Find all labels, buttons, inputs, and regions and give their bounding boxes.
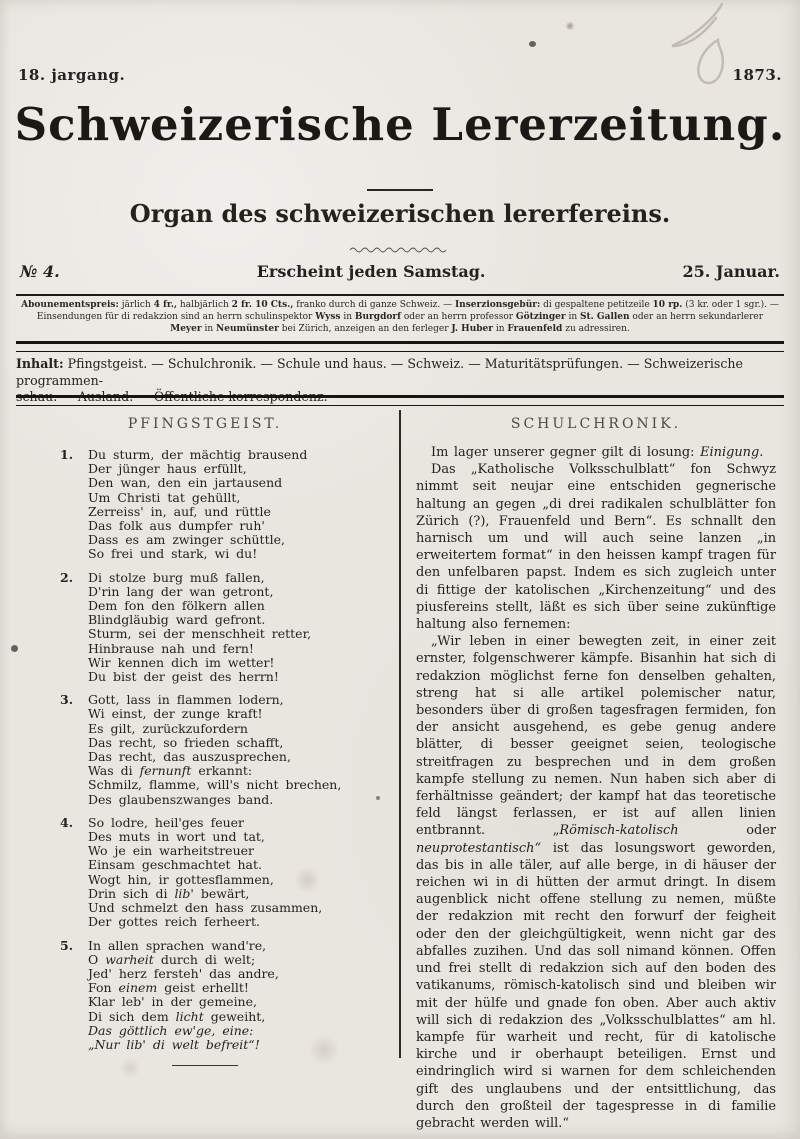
text-segment: Was di (88, 763, 140, 779)
newspaper-title: Schweizerische Lererzeitung. (14, 98, 786, 151)
poem-line (88, 1038, 384, 1052)
text-segment: Abounementspreis: (21, 300, 119, 310)
poem-stanza (60, 447, 384, 562)
article-paragraph (416, 633, 776, 1132)
text-segment: Der gottes reich ferheert. (88, 914, 260, 930)
text-segment: Jed' herz fersteh' das andre, (88, 965, 279, 981)
text-segment: geist erhellt! (157, 980, 249, 996)
text-segment: Einsendungen für di redakzion sind an herrn schulinspektor (36, 311, 316, 322)
text-segment: Neumünster (216, 323, 279, 334)
text-segment: 10 rp. (652, 300, 683, 310)
text-segment: schau. — Ausland. — Öffentliche korrespondenz. (16, 389, 328, 404)
poem-line (88, 953, 384, 967)
subscription-note-line (10, 312, 790, 324)
text-segment: Römisch-katolisch (559, 823, 679, 839)
text-segment: erkannt: (191, 763, 253, 779)
text-segment: Klar leb' in der gemeine, (88, 994, 257, 1010)
text-segment: Inserzionsgebür: (454, 300, 541, 310)
poem-line (88, 722, 384, 736)
poem-line (88, 981, 384, 995)
text-segment: Das recht, das auszusprechen, (88, 749, 291, 765)
poem-line (88, 693, 384, 707)
text-segment: bewärt, (193, 885, 250, 901)
stanza-lines (88, 693, 384, 807)
text-segment: geweiht, (203, 1008, 266, 1024)
text-segment: Das recht, so frieden schafft, (88, 734, 284, 750)
text-segment: oder an herrn professor (401, 311, 516, 322)
left-column (26, 410, 384, 1066)
subscription-note-line (10, 324, 790, 336)
text-segment: Pfingstgeist. — Schulchronik. — Schule und haus. — Schweiz. — Maturitätsprüfungen. — Schweizerische programmen- (16, 356, 743, 388)
poem-line (88, 599, 384, 613)
article-body (416, 444, 776, 1132)
text-segment: Es gilt, zurückzufordern (88, 720, 248, 736)
poem-line (88, 585, 384, 599)
text-segment: ist das losungswort geworden, das bis in alle täler, auf alle berge, in di häuser der reichen wi in di hütten der armut dringt. In disem augenblick nicht offene stellung zu nemen, müßte der redakzion mit recht den forwurf der feigheit oder den der gleichgültigkeit, wenn nicht gar des abfalles zuzihen. Und das soll nimand können. Offen und frei stellt di redakzion sich auf den boden des vatikanums, römisch-katolisch sind und bleiben wir mit der hülfe und gnade fon oben. Aber auch aktiv will sich di redakzion des „Volksschulblattes“ am hl. kampfe für warheit und recht, für di katolische kirche und ir oberhaupt beteiligen. Ernst und eindringlich wird si warnen for dem schleichenden gift des unglaubens und der entsittlichung, das durch den großteil der tagespresse in di familie gebracht werden will.“ (416, 840, 776, 1131)
stanza-lines (88, 939, 384, 1053)
text-segment: zu adressiren. (562, 323, 630, 334)
poem-end-divider (172, 1065, 238, 1066)
text-segment: So lodre, heil'ges feuer (88, 814, 245, 830)
table-of-contents-line (16, 356, 784, 389)
text-segment: Götzinger (515, 311, 566, 322)
text-segment: Du bist der geist des herrn! (88, 669, 279, 685)
poem-line (88, 858, 384, 872)
stanza-number: 1. (60, 447, 74, 462)
text-segment: in (201, 323, 217, 334)
text-segment: Einsam geschmachtet hat. (88, 857, 263, 873)
text-segment: Das göttlich ew'ge, eine: (88, 1022, 254, 1038)
column-divider (399, 410, 401, 1058)
poem-line (88, 830, 384, 844)
poem-line (88, 844, 384, 858)
text-segment: Schmilz, flamme, will's nicht brechen, (88, 777, 342, 793)
text-segment: Blindgläubig ward gefront. (88, 612, 266, 628)
poem-line (88, 707, 384, 721)
poem-line (88, 448, 384, 462)
text-segment: Frauenfeld (507, 323, 563, 334)
text-segment: Zerreiss' in, auf, und rüttle (88, 503, 271, 519)
text-segment: „Wir leben in einer bewegten zeit, in einer zeit ernster, folgenschwerer kämpfe. Bisanhin hat sich di redakzion möglichst ferne fon denselben gehalten, streng hat si alle artikel polemischer natur, besonders über di großen tagesfragen fermiden, fon der ansicht ausgehend, es gebe genug andere blätter, di besser geeignet seien, teologische streitfragen zu besprechen und in dem großen kampfe stellung zu nemen. Nun haben sich aber di ferhältnisse geändert; der kampf hat das teoretische feld längst ferlassen, er ist auf allen linien entbrannt. „ (416, 634, 776, 839)
issue-number: № 4. (20, 262, 60, 281)
text-segment: Um Christi tat gehüllt, (88, 489, 241, 505)
poem-line (88, 476, 384, 490)
poem-line (88, 613, 384, 627)
text-segment: J. Huber (451, 323, 493, 334)
text-segment: di gespaltene petitzeile (540, 300, 653, 310)
poem-stanza (60, 569, 384, 685)
text-segment: D'rin lang der wan getront, (88, 583, 274, 599)
text-segment: Im lager unserer gegner gilt di losung: (431, 445, 701, 460)
stanza-number: 4. (60, 814, 74, 830)
text-segment: Meyer (170, 323, 202, 334)
poem-line (88, 736, 384, 750)
subscription-notes (10, 300, 790, 335)
text-segment: Inhalt: (16, 356, 64, 371)
text-segment: Wyss (315, 311, 341, 322)
content-rule (16, 395, 784, 406)
text-segment: „Nur lib' di welt befreit“! (88, 1036, 260, 1052)
poem-line (88, 778, 384, 792)
text-segment: Wir kennen dich im wetter! (88, 654, 275, 670)
poem-line (88, 462, 384, 476)
article-title-pfingstgeist: PFINGSTGEIST. (127, 416, 283, 432)
text-segment: Dem fon den fölkern allen (88, 598, 265, 614)
text-segment: Drin sich di (88, 885, 175, 901)
text-segment: einem (118, 980, 158, 996)
text-segment: Du sturm, der mächtig brausend (88, 447, 308, 462)
poem-line (88, 547, 384, 561)
text-segment: warheit (105, 951, 154, 967)
stanza-number: 5. (60, 937, 74, 953)
text-segment: Und schmelzt den hass zusammen, (88, 900, 323, 916)
issue-date: 25. Januar. (682, 262, 780, 281)
text-segment: St. Gallen (580, 311, 630, 322)
poem-line (88, 519, 384, 533)
masthead-rule-bottom (16, 341, 784, 352)
text-segment: Wi einst, der zunge kraft! (88, 706, 263, 722)
text-segment: Des muts in wort und tat, (88, 829, 265, 845)
text-segment: halbjärlich (177, 300, 232, 310)
ink-spot (529, 41, 536, 47)
poem-stanza (60, 814, 384, 930)
poem-line (88, 505, 384, 519)
stanza-lines (88, 816, 384, 930)
squiggle-divider (348, 245, 452, 253)
year-label: 1873. (732, 66, 782, 84)
article-title-schulchronik: SCHULCHRONIK. (510, 416, 682, 432)
text-segment: 2 fr. 10 Cts., (231, 300, 294, 310)
poem-line (88, 571, 384, 585)
text-segment: järlich (118, 300, 154, 310)
poem-line (88, 816, 384, 830)
text-segment: Wogt hin, ir gottesflammen, (88, 871, 274, 887)
text-segment: Burgdorf (354, 311, 401, 322)
text-segment: (3 kr. oder 1 sgr.). — (682, 300, 779, 310)
poem (26, 448, 384, 1052)
text-segment: Wo je ein warheitstreuer (88, 843, 254, 859)
stanza-lines (88, 571, 384, 685)
title-divider (367, 189, 433, 191)
poem-line (88, 656, 384, 670)
poem-line (88, 491, 384, 505)
text-segment: So frei und stark, wi du! (88, 546, 258, 562)
stanza-lines (88, 448, 384, 562)
text-segment: durch di welt; (153, 951, 256, 967)
poem-line (88, 939, 384, 953)
poem-line (88, 915, 384, 929)
poem-line (88, 901, 384, 915)
right-column (416, 410, 776, 1132)
text-segment: O (88, 951, 106, 967)
poem-line (88, 642, 384, 656)
text-segment: oder (678, 823, 777, 839)
text-segment: oder an herrn sekundarlerer (629, 311, 764, 322)
text-segment: Den wan, den ein jartausend (88, 475, 283, 491)
text-segment: bei Zürich, anzeigen an den ferleger (278, 323, 452, 334)
text-segment: fernunft (139, 763, 192, 779)
text-segment: Einigung. (700, 445, 764, 460)
stanza-number: 3. (60, 692, 74, 708)
text-segment: Dass es am zwinger schüttle, (88, 532, 285, 548)
volume-label: 18. jargang. (18, 66, 126, 84)
newspaper-subtitle: Organ des schweizerischen lererfereins. (129, 199, 671, 228)
poem-line (88, 995, 384, 1009)
text-segment: licht (175, 1008, 204, 1024)
text-segment: Das „Katholische Volksschulblatt“ fon Schwyz nimmt seit neujar eine entschiden gegnerische haltung an gegen „di drei radikalen schulblätter fon Zürich (?), Frauenfeld und Bern“. Es schnallt den harnisch um und will auch seine lanzen „in erweitertem format“ in den heissen kampf tragen für den unfelbaren papst. Indem es sich zugleich unter di fittige der katolischen „Kirchenzeitung“ und des piusfereins stellt, läßt es sich über seine zukünftige haltung also fernemen: (416, 462, 776, 633)
paper-stain (565, 22, 575, 30)
text-segment: Gott, lass in flammen lodern, (88, 692, 284, 708)
poem-line (88, 1010, 384, 1024)
issue-row (20, 262, 780, 281)
poem-line (88, 764, 384, 778)
text-segment: in (565, 311, 580, 322)
poem-line (88, 873, 384, 887)
text-segment: Fon (88, 980, 119, 996)
poem-stanza (60, 937, 384, 1053)
poem-line (88, 793, 384, 807)
text-segment: In allen sprachen wand're, (88, 937, 267, 953)
poem-line (88, 670, 384, 684)
poem-stanza (60, 692, 384, 807)
poem-line (88, 627, 384, 641)
text-segment: Hinbrause nah und fern! (88, 640, 254, 656)
article-paragraph (416, 444, 776, 461)
text-segment: in (340, 311, 355, 322)
poem-line (88, 1024, 384, 1038)
poem-line (88, 967, 384, 981)
text-segment: Di stolze burg muß fallen, (88, 569, 265, 585)
publication-schedule: Erscheint jeden Samstag. (256, 262, 486, 281)
top-line (18, 66, 782, 84)
text-segment: neuprotestantisch“ (416, 840, 542, 856)
masthead-rule-top (16, 294, 784, 296)
text-segment: Di sich dem (88, 1008, 176, 1024)
text-segment: Das folk aus dumpfer ruh' (88, 518, 265, 534)
ink-spot (11, 645, 18, 652)
text-segment: Der jünger haus erfüllt, (88, 461, 247, 477)
text-segment: in (493, 323, 508, 334)
poem-line (88, 533, 384, 547)
text-segment: lib' (174, 885, 194, 901)
text-segment: Des glaubenszwanges band. (88, 791, 274, 807)
text-segment: franko durch di ganze Schweiz. — (293, 300, 455, 310)
poem-line (88, 750, 384, 764)
subscription-note-line (10, 300, 790, 312)
article-paragraph (416, 461, 776, 633)
poem-line (88, 887, 384, 901)
stanza-number: 2. (60, 569, 74, 585)
text-segment: Sturm, sei der menschheit retter, (88, 626, 312, 642)
text-segment: 4 fr., (153, 300, 178, 310)
